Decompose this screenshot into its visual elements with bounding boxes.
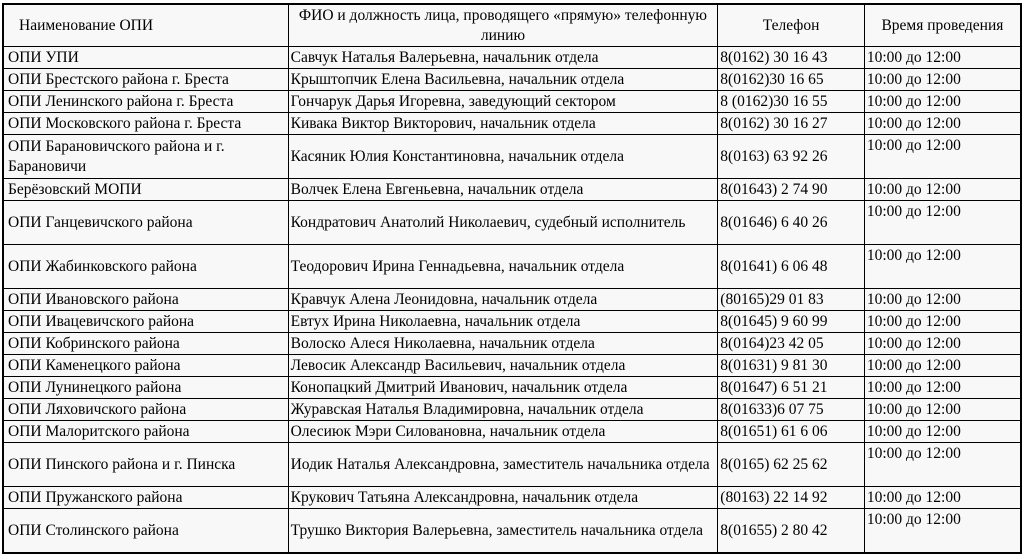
time-cell: 10:00 до 12:00 (864, 135, 1021, 179)
time-cell: 10:00 до 12:00 (864, 179, 1021, 201)
table-row (3, 113, 1021, 135)
time-cell: 10:00 до 12:00 (864, 69, 1021, 91)
time-cell: 10:00 до 12:00 (864, 91, 1021, 113)
phone-cell: 8(01645) 9 60 99 (718, 311, 865, 333)
time-cell: 10:00 до 12:00 (864, 47, 1021, 69)
person-cell: Крыштопчик Елена Васильевна, начальник отдела (288, 69, 718, 91)
opi-name-cell: ОПИ Малоритского района (3, 421, 288, 443)
person-cell: Крукович Татьяна Александровна, начальник отдела (288, 487, 718, 509)
person-cell: Трушко Виктория Валерьевна, заместитель начальника отдела (288, 509, 718, 554)
person-cell: Евтух Ирина Николаевна, начальник отдела (288, 311, 718, 333)
time-cell: 10:00 до 12:00 (864, 201, 1021, 245)
phone-cell: 8(01641) 6 06 48 (718, 245, 865, 289)
table-row (3, 509, 1021, 554)
person-cell: Кондратович Анатолий Николаевич, судебный исполнитель (288, 201, 718, 245)
phone-cell: 8(01647) 6 51 21 (718, 377, 865, 399)
phone-cell: 8(0162) 30 16 43 (718, 47, 865, 69)
table-body (3, 47, 1021, 554)
table-row (3, 201, 1021, 245)
opi-name-cell: Берёзовский МОПИ (3, 179, 288, 201)
phone-cell: 8(0162)30 16 65 (718, 69, 865, 91)
table-row (3, 47, 1021, 69)
person-cell: Конопацкий Дмитрий Иванович, начальник отдела (288, 377, 718, 399)
phone-cell: (80165)29 01 83 (718, 289, 865, 311)
table-row (3, 421, 1021, 443)
opi-name-cell: ОПИ Пружанского района (3, 487, 288, 509)
time-cell: 10:00 до 12:00 (864, 289, 1021, 311)
person-cell: Волчек Елена Евгеньевна, начальник отдела (288, 179, 718, 201)
opi-name-cell: ОПИ Кобринского района (3, 333, 288, 355)
table-row (3, 91, 1021, 113)
person-cell: Кравчук Алена Леонидовна, начальник отдела (288, 289, 718, 311)
table-row (3, 311, 1021, 333)
table-row (3, 399, 1021, 421)
opi-name-cell: ОПИ Жабинковского района (3, 245, 288, 289)
opi-name-cell: ОПИ Ляховичского района (3, 399, 288, 421)
person-cell: Кивака Виктор Викторович, начальник отдела (288, 113, 718, 135)
phone-cell: 8(01646) 6 40 26 (718, 201, 865, 245)
phone-cell: 8(0163) 63 92 26 (718, 135, 865, 179)
table-row (3, 333, 1021, 355)
table-row (3, 69, 1021, 91)
time-cell: 10:00 до 12:00 (864, 113, 1021, 135)
table-row (3, 355, 1021, 377)
phone-cell: (80163) 22 14 92 (718, 487, 865, 509)
opi-name-cell: ОПИ Столинского района (3, 509, 288, 554)
header-row (3, 4, 1021, 47)
person-cell: Касяник Юлия Константиновна, начальник отдела (288, 135, 718, 179)
person-cell: Гончарук Дарья Игоревна, заведующий сектором (288, 91, 718, 113)
hotline-schedule-table (2, 3, 1022, 554)
person-cell: Теодорович Ирина Геннадьевна, начальник отдела (288, 245, 718, 289)
person-cell: Левосик Александр Васильевич, начальник отдела (288, 355, 718, 377)
table-row (3, 443, 1021, 487)
table-row (3, 377, 1021, 399)
time-cell: 10:00 до 12:00 (864, 487, 1021, 509)
table-row (3, 487, 1021, 509)
header-phone: Телефон (718, 4, 865, 47)
time-cell: 10:00 до 12:00 (864, 399, 1021, 421)
phone-cell: 8(01631) 9 81 30 (718, 355, 865, 377)
table-row (3, 245, 1021, 289)
table-row (3, 289, 1021, 311)
person-cell: Журавская Наталья Владимировна, начальник отдела (288, 399, 718, 421)
phone-cell: 8(01651) 61 6 06 (718, 421, 865, 443)
time-cell: 10:00 до 12:00 (864, 355, 1021, 377)
time-cell: 10:00 до 12:00 (864, 311, 1021, 333)
phone-cell: 8(01633)6 07 75 (718, 399, 865, 421)
opi-name-cell: ОПИ Каменецкого района (3, 355, 288, 377)
opi-name-cell: ОПИ Ганцевичского района (3, 201, 288, 245)
phone-cell: 8(01643) 2 74 90 (718, 179, 865, 201)
opi-name-cell: ОПИ Барановичского района и г. Барановичи (3, 135, 288, 179)
opi-name-cell: ОПИ УПИ (3, 47, 288, 69)
header-person: ФИО и должность лица, проводящего «прямую» телефонную линию (288, 4, 718, 47)
opi-name-cell: ОПИ Ленинского района г. Бреста (3, 91, 288, 113)
phone-cell: 8(0162) 30 16 27 (718, 113, 865, 135)
opi-name-cell: ОПИ Брестского района г. Бреста (3, 69, 288, 91)
time-cell: 10:00 до 12:00 (864, 245, 1021, 289)
table-row (3, 179, 1021, 201)
opi-name-cell: ОПИ Ивацевичского района (3, 311, 288, 333)
table-row (3, 135, 1021, 179)
person-cell: Олесиюк Мэри Силовановна, начальник отдела (288, 421, 718, 443)
opi-name-cell: ОПИ Московского района г. Бреста (3, 113, 288, 135)
phone-cell: 8(0164)23 42 05 (718, 333, 865, 355)
time-cell: 10:00 до 12:00 (864, 509, 1021, 554)
opi-name-cell: ОПИ Ивановского района (3, 289, 288, 311)
phone-cell: 8(0165) 62 25 62 (718, 443, 865, 487)
header-opi-name: Наименование ОПИ (3, 4, 288, 47)
time-cell: 10:00 до 12:00 (864, 377, 1021, 399)
time-cell: 10:00 до 12:00 (864, 421, 1021, 443)
person-cell: Иодик Наталья Александровна, заместитель начальника отдела (288, 443, 718, 487)
time-cell: 10:00 до 12:00 (864, 443, 1021, 487)
phone-cell: 8 (0162)30 16 55 (718, 91, 865, 113)
table-header (3, 4, 1021, 47)
header-time: Время проведения (864, 4, 1021, 47)
opi-name-cell: ОПИ Пинского района и г. Пинска (3, 443, 288, 487)
opi-name-cell: ОПИ Лунинецкого района (3, 377, 288, 399)
person-cell: Савчук Наталья Валерьевна, начальник отдела (288, 47, 718, 69)
person-cell: Волоско Алеся Николаевна, начальник отдела (288, 333, 718, 355)
phone-cell: 8(01655) 2 80 42 (718, 509, 865, 554)
time-cell: 10:00 до 12:00 (864, 333, 1021, 355)
